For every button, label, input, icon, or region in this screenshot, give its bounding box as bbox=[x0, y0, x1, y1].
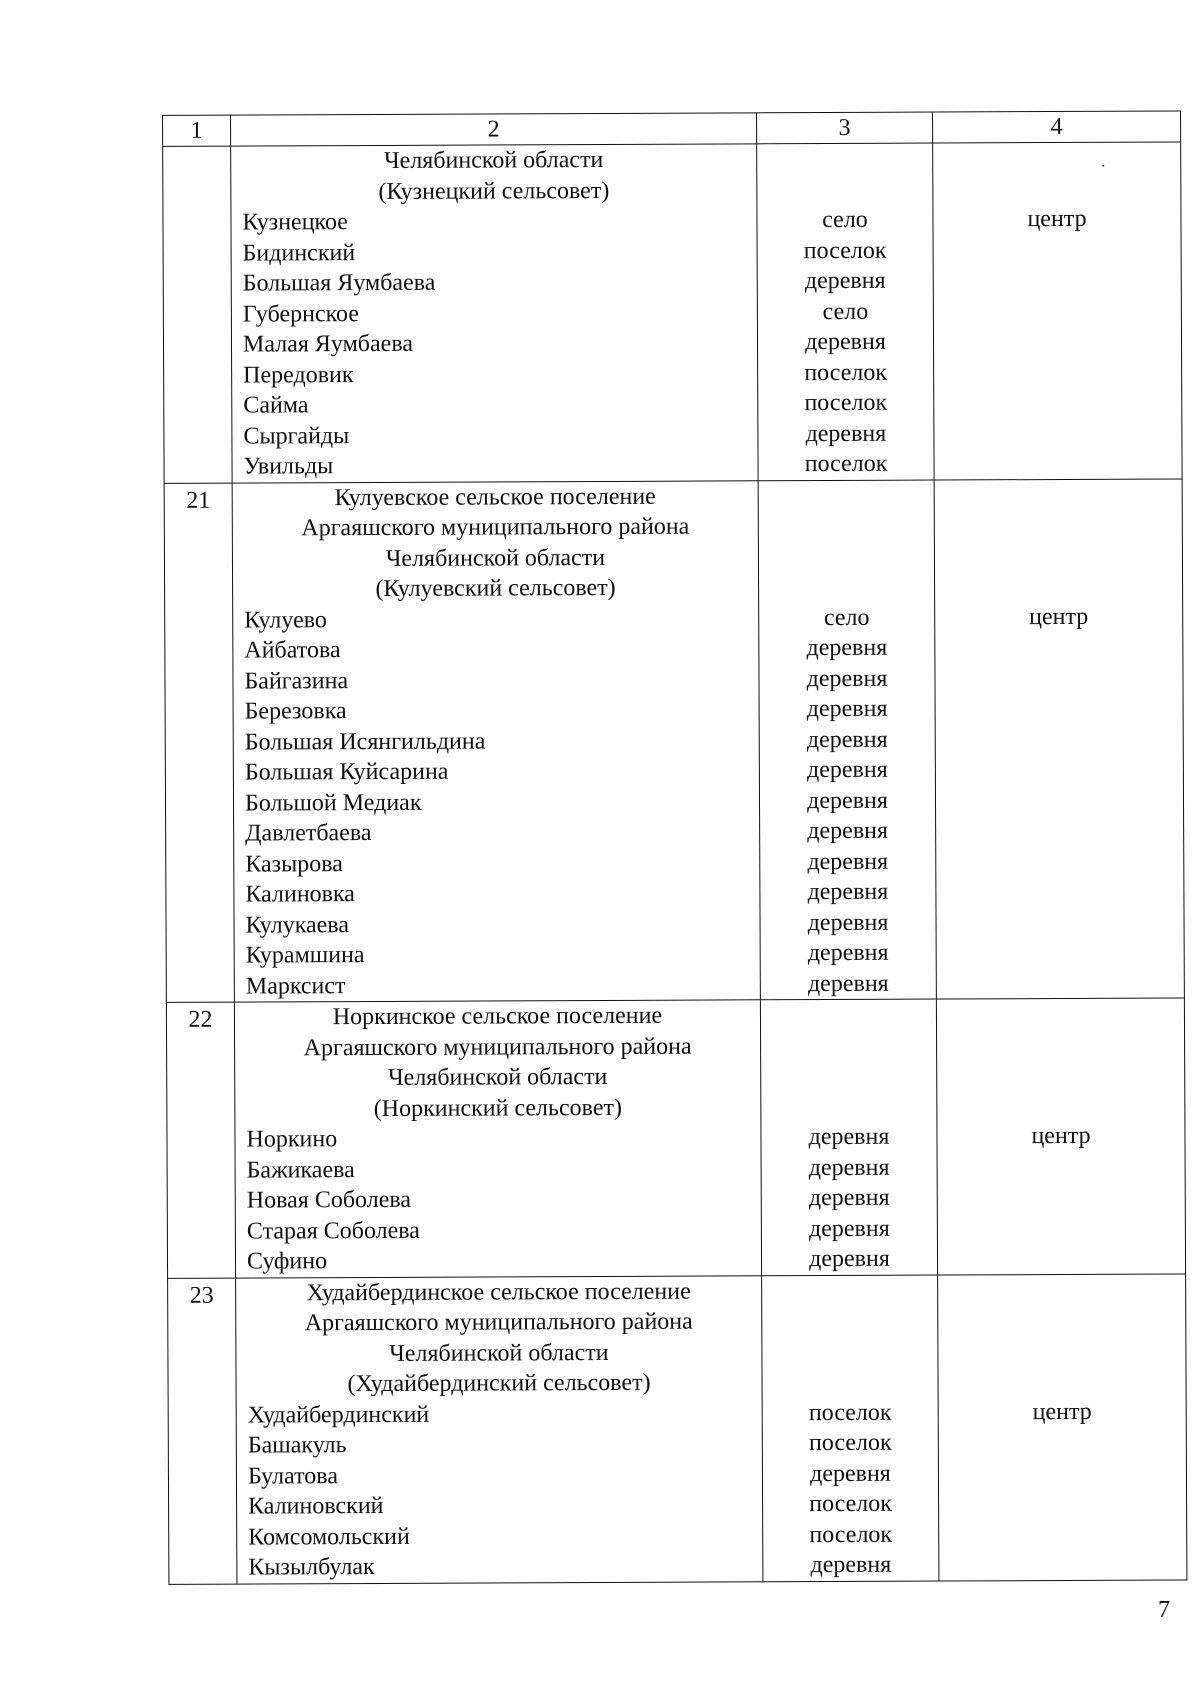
settlement-role bbox=[934, 356, 1181, 388]
settlement-type: деревня bbox=[807, 848, 889, 875]
settlements-table bbox=[162, 110, 1187, 1584]
settlement-name: Увильды bbox=[243, 453, 334, 480]
settlement-name: Марксист bbox=[245, 972, 346, 1000]
section-number: 21 bbox=[164, 483, 234, 1003]
spacer-line bbox=[937, 1090, 1184, 1122]
settlement-type: деревня bbox=[808, 1123, 890, 1151]
settlement-type: поселок bbox=[804, 359, 888, 386]
spacer-line bbox=[762, 1336, 937, 1367]
settlement-names-cell bbox=[236, 1275, 763, 1583]
settlement-type: деревня bbox=[809, 1245, 890, 1273]
spacer-line bbox=[937, 1029, 1184, 1061]
settlement-name: Большая Куйсарина bbox=[244, 758, 449, 786]
spacer-line bbox=[762, 1367, 937, 1398]
settlement-type: деревня bbox=[807, 878, 889, 906]
spacer-line bbox=[759, 480, 934, 511]
settlement-role bbox=[936, 753, 1183, 785]
section-heading-line: Худайбердинское сельское поселение bbox=[306, 1278, 691, 1306]
settlement-role bbox=[939, 1457, 1186, 1489]
spacer-line bbox=[938, 1335, 1185, 1367]
spacer-line bbox=[759, 541, 934, 572]
settlement-role bbox=[936, 692, 1183, 724]
spacer-line bbox=[938, 1365, 1185, 1397]
settlement-type: деревня bbox=[807, 817, 889, 845]
settlement-name: Кызылбулак bbox=[248, 1553, 375, 1581]
settlement-name: Старая Соболева bbox=[246, 1217, 420, 1245]
section-heading-line: (Норкинский сельсовет) bbox=[373, 1094, 622, 1122]
settlement-role: центр bbox=[1031, 1122, 1091, 1150]
spacer-line bbox=[935, 509, 1182, 541]
spacer-line bbox=[935, 570, 1182, 602]
settlement-role bbox=[934, 417, 1181, 449]
spacer-line bbox=[935, 479, 1182, 511]
spacer-line bbox=[757, 174, 932, 205]
settlement-type: поселок bbox=[809, 1490, 892, 1518]
spacer-line bbox=[937, 998, 1184, 1030]
settlement-role: центр bbox=[1027, 205, 1087, 233]
spacer-line bbox=[933, 142, 1180, 174]
section-row bbox=[163, 142, 1182, 483]
settlement-name: Казырова bbox=[245, 850, 343, 878]
settlement-name: Кузнецкое bbox=[242, 209, 348, 236]
settlement-type: деревня bbox=[808, 1215, 890, 1242]
settlement-name: Калиновский bbox=[248, 1492, 384, 1520]
section-heading-line: Норкинское сельское поселение bbox=[332, 1002, 663, 1031]
settlement-name: Большая Яумбаева bbox=[242, 269, 436, 297]
settlement-role bbox=[934, 295, 1181, 327]
settlement-type: поселок bbox=[804, 389, 888, 417]
section-heading-line: Аргаяшского муниципального района bbox=[301, 513, 690, 542]
spacer-line bbox=[761, 1000, 936, 1031]
settlement-type: деревня bbox=[805, 420, 887, 447]
settlement-type: деревня bbox=[807, 939, 889, 967]
settlement-role bbox=[937, 967, 1184, 999]
settlement-role bbox=[934, 386, 1181, 418]
settlement-type: село bbox=[822, 206, 868, 234]
settlement-role bbox=[939, 1487, 1186, 1519]
settlement-role bbox=[934, 325, 1181, 357]
page-number: 7 bbox=[1158, 1597, 1170, 1623]
settlement-name: Кулукаева bbox=[245, 911, 350, 939]
settlement-role bbox=[935, 631, 1182, 663]
settlement-name: Бидинский bbox=[242, 239, 356, 267]
section-heading-line: Челябинской области bbox=[385, 544, 606, 572]
settlement-name: Губернское bbox=[242, 300, 360, 328]
settlement-name: Передовик bbox=[243, 361, 354, 389]
column-header-3: 3 bbox=[757, 112, 933, 144]
section-heading-line: Аргаяшского муниципального района bbox=[303, 1033, 692, 1061]
settlement-type: поселок bbox=[809, 1521, 893, 1548]
settlement-role bbox=[936, 875, 1183, 907]
settlement-name: Суфино bbox=[246, 1248, 328, 1275]
spacer-line bbox=[757, 144, 932, 175]
settlement-type: село bbox=[823, 604, 870, 631]
settlement-names-cell bbox=[231, 144, 758, 483]
settlement-type: деревня bbox=[808, 1184, 890, 1212]
settlement-type: поселок bbox=[803, 237, 887, 264]
settlement-type: деревня bbox=[808, 1154, 890, 1181]
settlement-role bbox=[936, 784, 1183, 816]
settlement-type: деревня bbox=[806, 695, 888, 723]
settlement-role bbox=[936, 845, 1183, 877]
section-heading-line: Аргаяшского муниципального района bbox=[304, 1308, 693, 1337]
settlement-names-cell bbox=[234, 1000, 761, 1278]
settlement-type: деревня bbox=[807, 970, 889, 997]
spacer-line bbox=[761, 1091, 936, 1122]
spacer-line bbox=[761, 1061, 936, 1092]
settlement-types-cell bbox=[762, 1275, 939, 1582]
settlement-type: деревня bbox=[807, 909, 889, 936]
settlement-role bbox=[939, 1426, 1186, 1458]
settlement-role: центр bbox=[1032, 1398, 1092, 1425]
section-row bbox=[164, 478, 1184, 1002]
section-heading-line: (Кулуевский сельсовет) bbox=[375, 574, 616, 602]
settlement-name: Сайма bbox=[243, 392, 309, 419]
settlement-name: Норкино bbox=[246, 1126, 338, 1153]
column-header-4: 4 bbox=[933, 111, 1181, 143]
spacer-line bbox=[761, 1030, 936, 1061]
spacer-line bbox=[935, 540, 1182, 572]
settlement-roles-cell bbox=[934, 478, 1184, 999]
settlement-name: Новая Соболева bbox=[246, 1186, 412, 1214]
spacer-line bbox=[938, 1274, 1185, 1306]
section-heading-line: Челябинской области bbox=[387, 1063, 608, 1091]
settlement-type: деревня bbox=[807, 787, 888, 814]
section-row bbox=[166, 998, 1185, 1278]
settlement-role bbox=[938, 1212, 1185, 1244]
section-number: 22 bbox=[166, 1002, 235, 1278]
settlement-name: Булатова bbox=[247, 1462, 338, 1490]
settlement-type: деревня bbox=[805, 328, 886, 356]
settlement-name: Комсомольский bbox=[248, 1523, 410, 1551]
settlement-types-cell bbox=[760, 999, 937, 1275]
settlement-type: деревня bbox=[806, 665, 888, 692]
settlement-role bbox=[936, 814, 1183, 846]
settlement-name: Большая Исянгильдина bbox=[244, 728, 486, 756]
settlement-roles-cell bbox=[936, 998, 1185, 1275]
spacer-line bbox=[762, 1306, 937, 1337]
settlement-type: поселок bbox=[808, 1429, 892, 1457]
settlement-roles-cell bbox=[933, 142, 1182, 480]
settlement-type: деревня bbox=[806, 726, 888, 753]
settlement-type: деревня bbox=[810, 1460, 891, 1487]
settlement-role bbox=[939, 1548, 1186, 1580]
settlement-names-cell bbox=[232, 480, 760, 1002]
column-header-2: 2 bbox=[231, 113, 757, 146]
settlement-role bbox=[936, 906, 1183, 938]
section-heading-line: (Худайбердинский сельсовет) bbox=[347, 1369, 651, 1398]
settlement-type: деревня bbox=[806, 634, 888, 662]
spacer-line bbox=[937, 1059, 1184, 1091]
settlement-roles-cell bbox=[938, 1273, 1187, 1580]
settlement-name: Байгазина bbox=[244, 667, 349, 695]
settlement-role bbox=[936, 723, 1183, 755]
settlement-name: Кулуево bbox=[244, 606, 327, 634]
settlement-name: Малая Яумбаева bbox=[242, 330, 414, 358]
settlement-role bbox=[934, 447, 1181, 479]
settlement-name: Березовка bbox=[244, 698, 347, 725]
settlement-type: деревня bbox=[810, 1551, 892, 1579]
settlement-role bbox=[934, 264, 1181, 296]
settlement-name: Худайбердинский bbox=[247, 1401, 430, 1429]
section-number: 23 bbox=[168, 1278, 237, 1584]
settlement-name: Бажикаева bbox=[246, 1156, 355, 1184]
settlement-name: Калиновка bbox=[245, 881, 355, 908]
column-header-1: 1 bbox=[163, 115, 231, 146]
settlement-name: Большой Медиак bbox=[244, 789, 422, 817]
section-heading-line: Челябинской области bbox=[389, 1339, 609, 1367]
settlement-type: село bbox=[822, 298, 869, 325]
settlement-name: Айбатова bbox=[244, 637, 341, 664]
settlement-role bbox=[935, 662, 1182, 694]
settlement-name: Давлетбаева bbox=[245, 820, 372, 847]
settlement-types-cell bbox=[757, 143, 934, 480]
settlement-type: поселок bbox=[808, 1399, 892, 1426]
settlement-name: Башакуль bbox=[247, 1432, 347, 1459]
settlement-name: Курамшина bbox=[245, 942, 365, 969]
settlement-role bbox=[938, 1242, 1185, 1274]
table-header-row bbox=[163, 111, 1181, 146]
settlement-role: центр bbox=[1029, 603, 1089, 630]
section-number bbox=[163, 146, 232, 483]
settlement-role bbox=[937, 936, 1184, 968]
section-row bbox=[168, 1273, 1187, 1583]
scan-speck bbox=[1102, 165, 1104, 167]
spacer-line bbox=[759, 572, 934, 603]
settlement-types-cell bbox=[758, 480, 936, 1000]
settlement-role bbox=[934, 234, 1181, 266]
settlement-role bbox=[938, 1151, 1185, 1183]
section-heading-line: (Кузнецкий сельсовет) bbox=[378, 177, 610, 205]
spacer-line bbox=[759, 511, 934, 542]
spacer-line bbox=[933, 173, 1180, 205]
section-heading-line: Кулуевское сельское поселение bbox=[334, 483, 656, 511]
settlement-name: Сыргайды bbox=[243, 422, 350, 450]
spacer-line bbox=[762, 1275, 937, 1306]
section-heading-line: Челябинской области bbox=[383, 146, 604, 174]
settlement-role bbox=[939, 1518, 1186, 1550]
settlement-type: деревня bbox=[806, 756, 888, 784]
settlement-type: деревня bbox=[804, 267, 886, 295]
settlement-type: поселок bbox=[804, 450, 888, 478]
spacer-line bbox=[938, 1304, 1185, 1336]
settlement-role bbox=[938, 1181, 1185, 1213]
